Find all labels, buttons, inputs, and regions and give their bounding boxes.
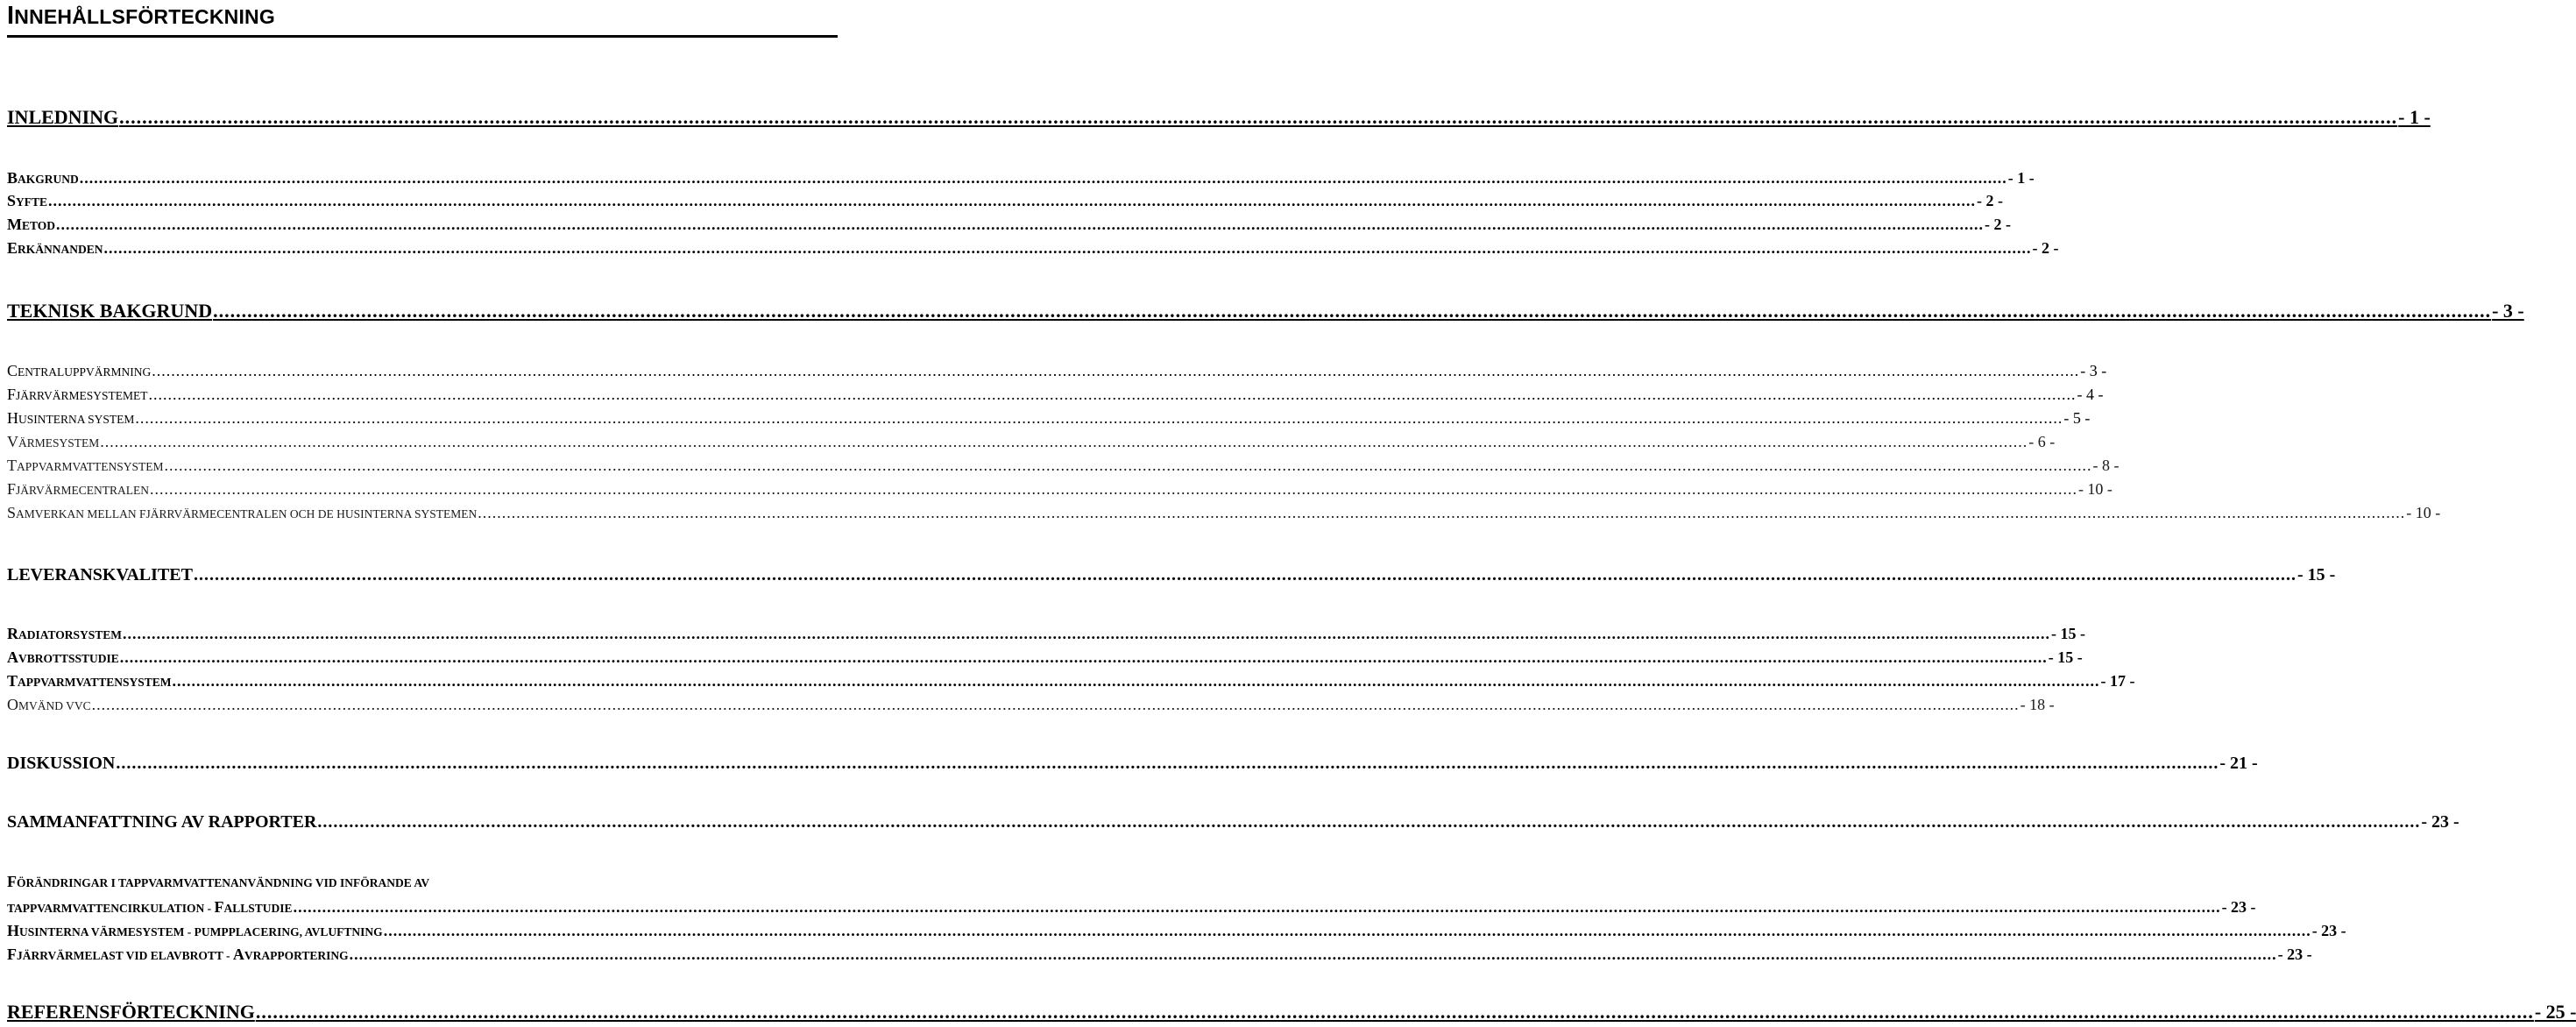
dot-leader: ................................................................................................................................................................................................................................................................................................................................................................................................................: [172, 672, 2100, 690]
toc-page-number: - 5 -: [2063, 409, 2091, 427]
toc-entry-label: TAPPVARMVATTENCIRKULATION - FALLSTUDIE: [7, 898, 293, 916]
toc-entry-label: FJÄRVÄRMECENTRALEN: [7, 480, 149, 498]
toc-page-number: - 23 -: [2311, 922, 2346, 939]
toc-page-number: - 18 -: [2020, 696, 2055, 713]
page-title: INNEHÅLLSFÖRTECKNING: [7, 2, 275, 30]
toc-page-number: - 3 -: [2492, 300, 2524, 322]
toc-entry-leveranskvalitet[interactable]: [7, 565, 2336, 585]
toc-entry-erkannanden[interactable]: [7, 239, 2059, 258]
toc-entry-label: SAMMANFATTNING AV RAPPORTER: [7, 812, 317, 832]
toc-page-number: - 8 -: [2092, 457, 2120, 474]
dot-leader: ................................................................................................................................................................................................................................................................................................................................................................................................................: [119, 106, 2398, 128]
toc-page-number: - 2 -: [1985, 216, 2012, 233]
toc-page-number: - 21 -: [2219, 754, 2258, 773]
toc-page-number: - 23 -: [2277, 946, 2312, 963]
toc-page-number: - 10 -: [2077, 480, 2112, 498]
toc-entry-label: RADIATORSYSTEM: [7, 625, 123, 642]
toc-page-number: - 15 -: [2296, 565, 2336, 584]
dot-leader: ................................................................................................................................................................................................................................................................................................................................................................................................................: [119, 648, 2048, 666]
toc-page-number: - 3 -: [2080, 362, 2107, 379]
dot-leader: ................................................................................................................................................................................................................................................................................................................................................................................................................: [116, 754, 2219, 773]
toc-entry-teknisk-bakgrund[interactable]: [7, 300, 2524, 322]
toc-entry-samverkan[interactable]: [7, 504, 2441, 522]
dot-leader: ................................................................................................................................................................................................................................................................................................................................................................................................................: [91, 696, 2020, 713]
toc-entry-label: FJÄRRVÄRMESYSTEMET: [7, 386, 148, 403]
dot-leader: ................................................................................................................................................................................................................................................................................................................................................................................................................: [123, 625, 2051, 642]
dot-leader: ................................................................................................................................................................................................................................................................................................................................................................................................................: [103, 239, 2032, 257]
toc-entry-inledning[interactable]: [7, 106, 2431, 129]
toc-page-number: - 17 -: [2100, 672, 2135, 690]
dot-leader: ................................................................................................................................................................................................................................................................................................................................................................................................................: [149, 480, 2077, 498]
toc-page-number: - 25 -: [2534, 1001, 2576, 1023]
toc-entry-label: AVBROTTSSTUDIE: [7, 648, 119, 666]
toc-entry-label: TAPPVARMVATTENSYSTEM: [7, 672, 172, 690]
toc-entry-fjarrvarmelast[interactable]: [7, 946, 2312, 964]
dot-leader: ................................................................................................................................................................................................................................................................................................................................................................................................................: [56, 216, 1985, 233]
toc-page-number: - 6 -: [2028, 433, 2056, 450]
toc-entry-forandringar-line2[interactable]: [7, 898, 2256, 917]
table-of-contents: [7, 0, 2576, 1027]
toc-entry-referensforteckning[interactable]: [7, 1001, 2576, 1023]
toc-entry-label: TAPPVARMVATTENSYSTEM: [7, 457, 164, 474]
toc-entry-bakgrund[interactable]: [7, 169, 2035, 188]
toc-entry-label: OMVÄND VVC: [7, 696, 91, 713]
toc-page-number: - 15 -: [2051, 625, 2086, 642]
dot-leader: ................................................................................................................................................................................................................................................................................................................................................................................................................: [100, 433, 2028, 450]
toc-page-number: - 10 -: [2406, 504, 2441, 521]
toc-entry-tappvarmvattensystem-2[interactable]: [7, 672, 2135, 691]
dot-leader: ................................................................................................................................................................................................................................................................................................................................................................................................................: [478, 504, 2406, 521]
toc-page-number: - 4 -: [2077, 386, 2104, 403]
dot-leader: ................................................................................................................................................................................................................................................................................................................................................................................................................: [79, 169, 2007, 187]
toc-page-number: - 2 -: [2032, 239, 2059, 257]
toc-page-number: - 2 -: [1977, 192, 2004, 209]
toc-entry-diskussion[interactable]: [7, 754, 2258, 774]
dot-leader: ................................................................................................................................................................................................................................................................................................................................................................................................................: [293, 898, 2221, 916]
toc-entry-centraluppvarmning[interactable]: [7, 362, 2107, 380]
toc-entry-metod[interactable]: [7, 216, 2012, 234]
dot-leader: ................................................................................................................................................................................................................................................................................................................................................................................................................: [213, 300, 2492, 322]
toc-entry-omvand-vvc[interactable]: [7, 696, 2055, 714]
toc-entry-label: BAKGRUND: [7, 169, 79, 187]
toc-entry-label: INLEDNING: [7, 106, 119, 128]
toc-entry-label: CENTRALUPPVÄRMNING: [7, 362, 152, 379]
toc-page-number: - 1 -: [2007, 169, 2035, 187]
toc-page-number: - 15 -: [2048, 648, 2083, 666]
dot-leader: ................................................................................................................................................................................................................................................................................................................................................................................................................: [135, 409, 2063, 427]
toc-page-number: - 23 -: [2221, 898, 2256, 916]
toc-entry-label: HUSINTERNA SYSTEM: [7, 409, 135, 427]
toc-entry-husinterna-system[interactable]: [7, 409, 2091, 428]
toc-entry-husinterna-varmesystem[interactable]: [7, 922, 2346, 940]
toc-entry-sammanfattning[interactable]: [7, 812, 2459, 832]
toc-entry-varmesystem[interactable]: [7, 433, 2056, 451]
toc-entry-syfte[interactable]: [7, 192, 2004, 210]
toc-entry-label: METOD: [7, 216, 56, 233]
toc-entry-label: SAMVERKAN MELLAN FJÄRRVÄRMECENTRALEN OCH DE HUSINTERNA SYSTEMEN: [7, 504, 478, 521]
toc-entry-label: TEKNISK BAKGRUND: [7, 300, 213, 322]
toc-entry-radiatorsystem[interactable]: [7, 625, 2086, 643]
toc-page-number: - 23 -: [2421, 812, 2459, 832]
dot-leader: ................................................................................................................................................................................................................................................................................................................................................................................................................: [48, 192, 1977, 209]
toc-entry-label: DISKUSSION: [7, 754, 116, 773]
toc-entry-avbrottsstudie[interactable]: [7, 648, 2083, 667]
dot-leader: ................................................................................................................................................................................................................................................................................................................................................................................................................: [164, 457, 2092, 474]
toc-entry-label: HUSINTERNA VÄRMESYSTEM - PUMPPLACERING, AVLUFTNING: [7, 922, 383, 939]
toc-entry-label: ERKÄNNANDEN: [7, 239, 103, 257]
dot-leader: ................................................................................................................................................................................................................................................................................................................................................................................................................: [349, 946, 2277, 963]
toc-entry-fjarrvarmesystemet[interactable]: [7, 386, 2104, 404]
dot-leader: ................................................................................................................................................................................................................................................................................................................................................................................................................: [148, 386, 2077, 403]
toc-entry-tappvarmvattensystem[interactable]: [7, 457, 2120, 475]
dot-leader: ................................................................................................................................................................................................................................................................................................................................................................................................................: [383, 922, 2311, 939]
dot-leader: ................................................................................................................................................................................................................................................................................................................................................................................................................: [193, 565, 2296, 584]
toc-entry-fjarvarmecentralen[interactable]: [7, 480, 2112, 499]
toc-entry-label: REFERENSFÖRTECKNING: [7, 1001, 255, 1023]
toc-entry-label: FJÄRRVÄRMELAST VID ELAVBROTT - AVRAPPORTERING: [7, 946, 349, 963]
dot-leader: ................................................................................................................................................................................................................................................................................................................................................................................................................: [317, 812, 2421, 832]
toc-entry-label: VÄRMESYSTEM: [7, 433, 100, 450]
dot-leader: ................................................................................................................................................................................................................................................................................................................................................................................................................: [255, 1001, 2534, 1023]
toc-entry-forandringar-line1[interactable]: FÖRÄNDRINGAR I TAPPVARMVATTENANVÄNDNING VID INFÖRANDE AV: [7, 873, 430, 890]
dot-leader: ................................................................................................................................................................................................................................................................................................................................................................................................................: [152, 362, 2080, 379]
toc-entry-label: LEVERANSKVALITET: [7, 565, 193, 584]
toc-page-number: - 1 -: [2398, 106, 2431, 128]
toc-entry-label: SYFTE: [7, 192, 48, 209]
